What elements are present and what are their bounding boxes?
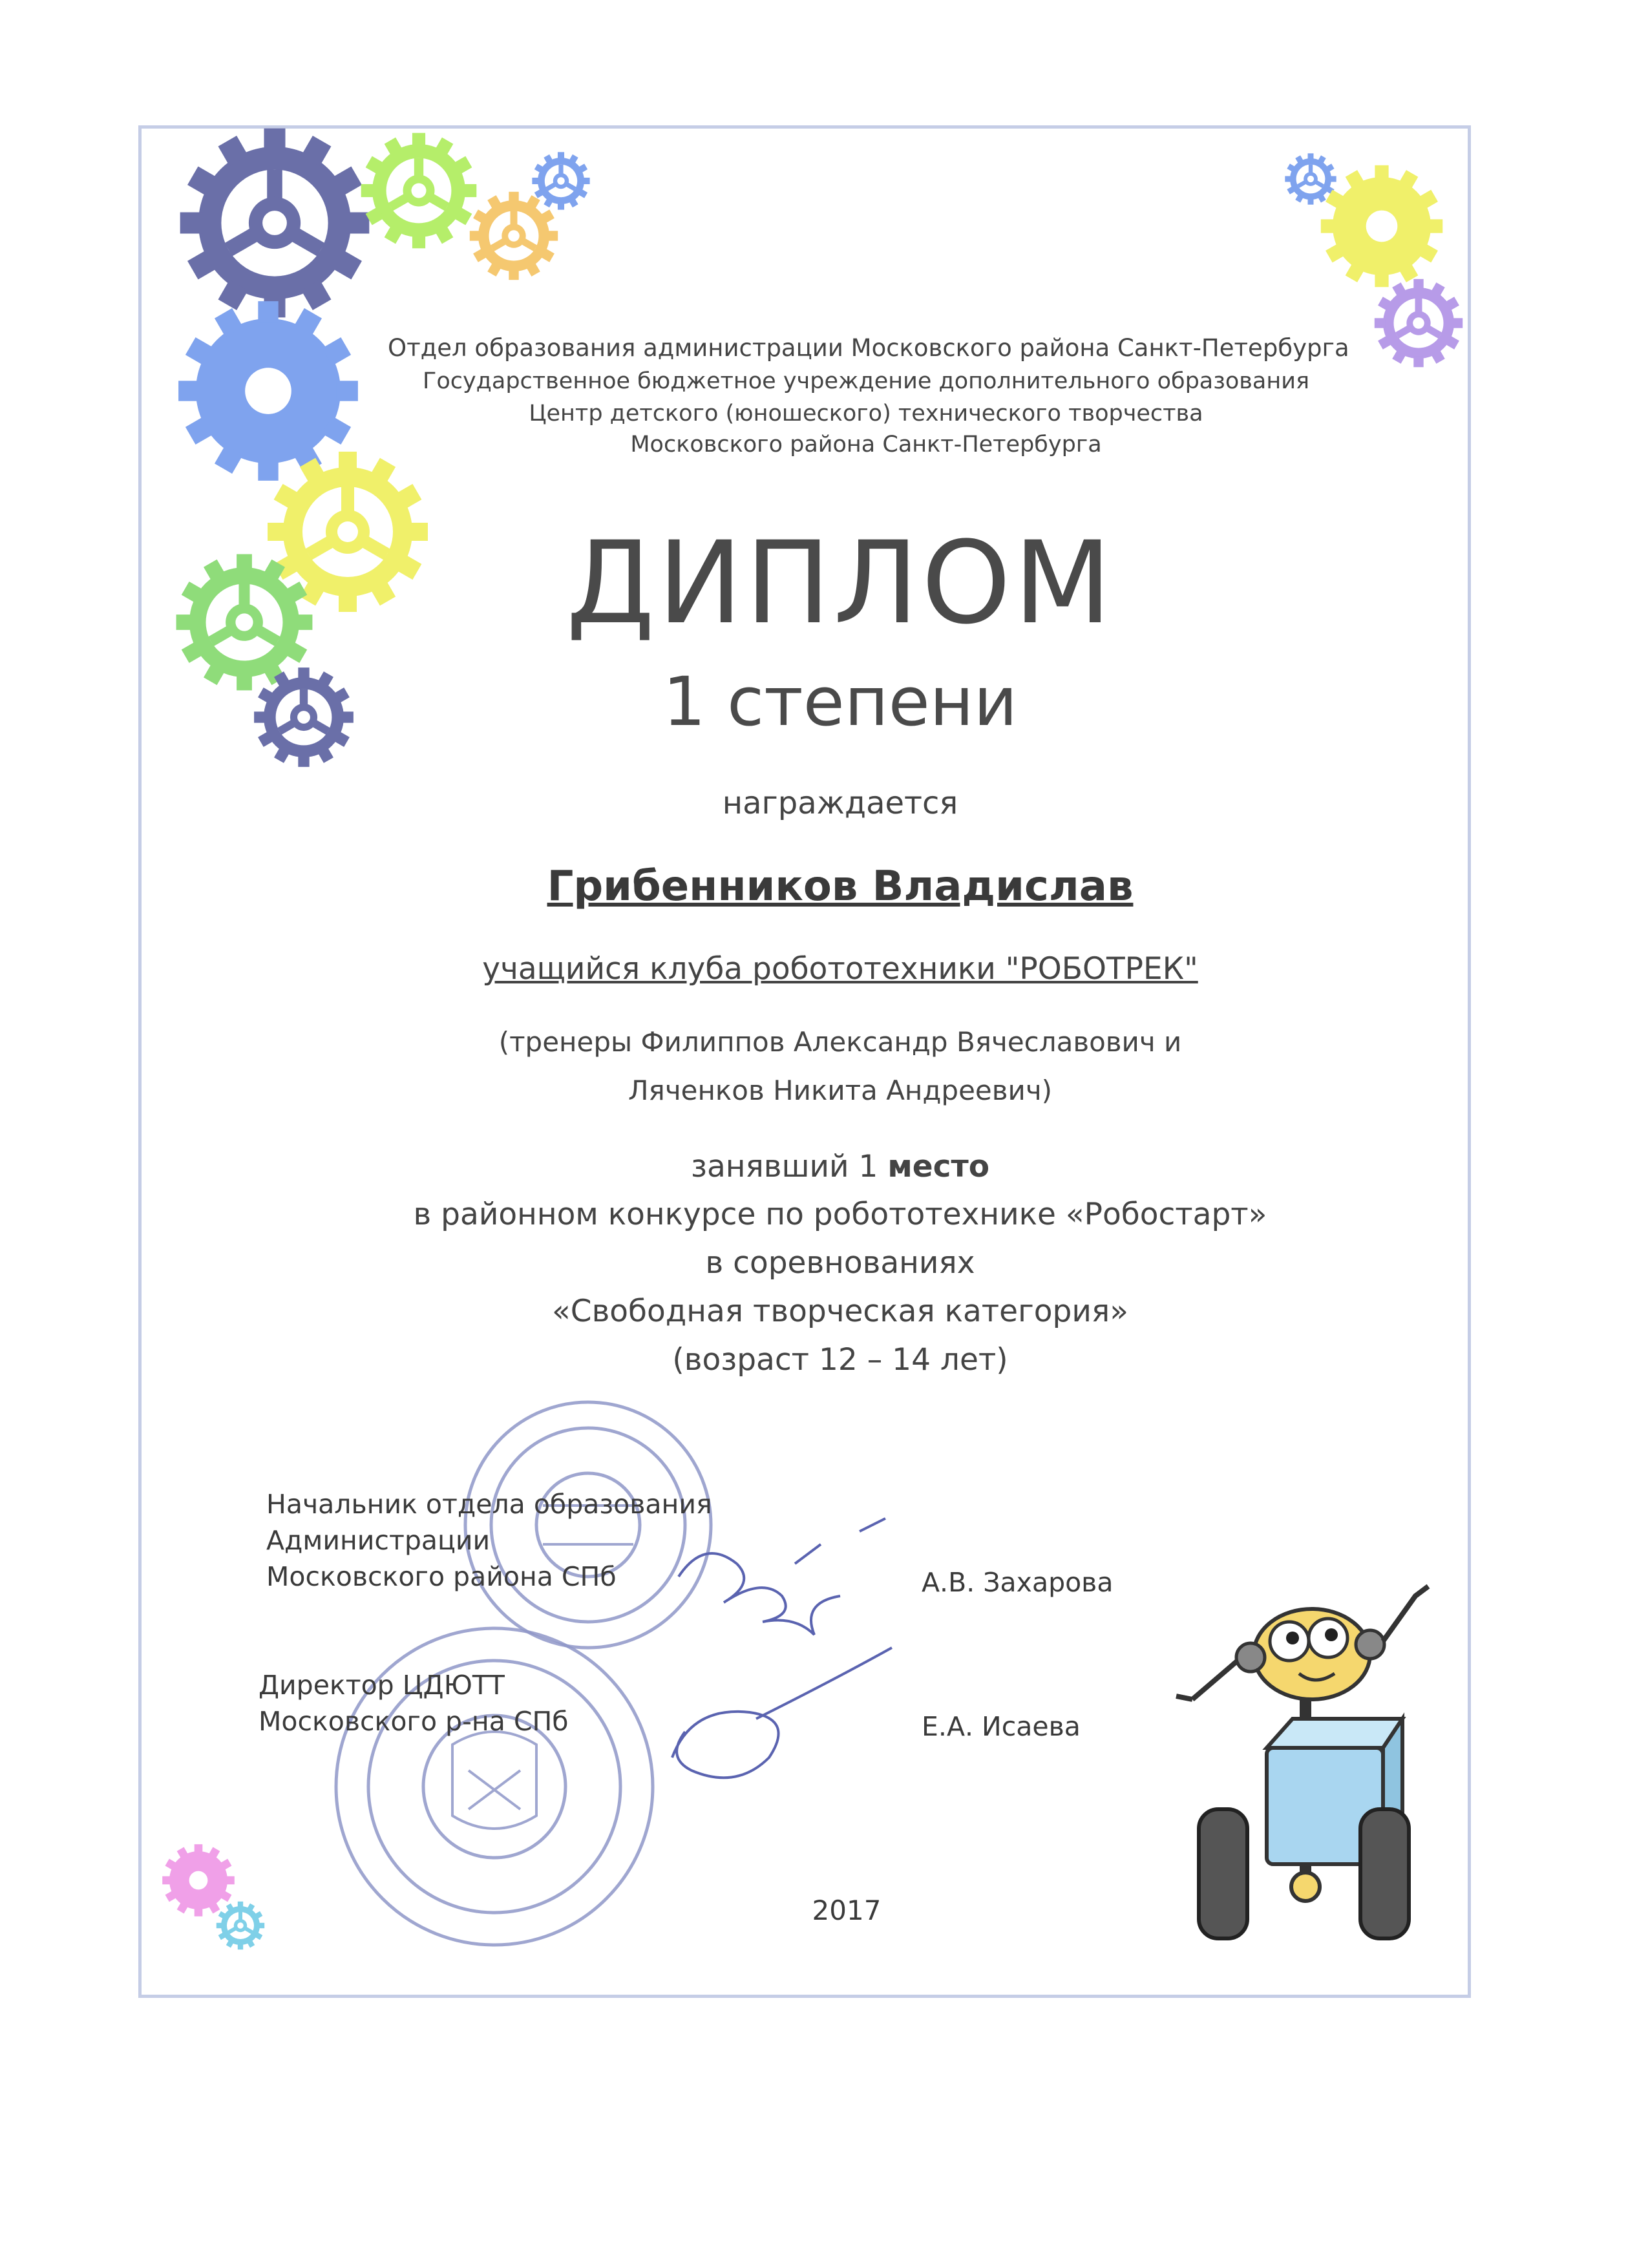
coaches-line-2: Ляченков Никита Андреевич) xyxy=(628,1075,1053,1106)
signatory-2-title xyxy=(259,1667,569,1739)
awarded-label: награждается xyxy=(722,785,958,821)
gear-icon xyxy=(1321,165,1442,287)
header-line-3: Центр детского (юношеского) технического творчества xyxy=(529,401,1203,426)
robot-mascot-icon xyxy=(1176,1586,1428,1938)
place-word: место xyxy=(887,1149,990,1184)
signatory-1-title xyxy=(266,1486,712,1595)
signatory-1-title-line-1: Начальник отдела образования xyxy=(266,1489,712,1520)
age-line: (возраст 12 – 14 лет) xyxy=(672,1342,1008,1378)
coaches-line-1: (тренеры Филиппов Александр Вячеславович и xyxy=(498,1026,1182,1058)
gear-icon xyxy=(162,1844,235,1916)
contest-line: в районном конкурсе по робототехнике «Робостарт» xyxy=(413,1197,1267,1232)
signatory-2-title-line-2: Московского р-на СПб xyxy=(259,1706,569,1737)
header-line-4: Московского района Санкт-Петербурга xyxy=(630,432,1102,457)
gear-icon xyxy=(178,301,358,481)
gear-icon xyxy=(470,192,558,280)
diploma-title: ДИПЛОМ xyxy=(565,517,1115,649)
gear-icon xyxy=(254,667,354,767)
competitions-line: в соревнованиях xyxy=(705,1245,975,1281)
signatory-2-title-line-1: Директор ЦДЮТТ xyxy=(259,1670,505,1701)
signatory-1-title-line-3: Московского района СПб xyxy=(266,1561,617,1592)
place-line xyxy=(323,1149,1357,1184)
signatory-1-title-line-2: Администрации xyxy=(266,1525,491,1556)
club-line: учащийся клуба робототехники "РОБОТРЕК" xyxy=(482,951,1198,987)
header-line-1: Отдел образования администрации Московского района Санкт-Петербурга xyxy=(388,334,1349,362)
header-line-2: Государственное бюджетное учреждение дополнительного образования xyxy=(422,368,1310,394)
signature-icon xyxy=(672,1648,892,1778)
gear-icon xyxy=(180,129,370,318)
signatory-1-name: А.В. Захарова xyxy=(922,1567,1114,1598)
signatory-2-name: Е.А. Исаева xyxy=(922,1711,1081,1742)
category-line: «Свободная творческая категория» xyxy=(552,1294,1128,1329)
issue-year: 2017 xyxy=(812,1895,882,1926)
place-prefix: занявший 1 xyxy=(690,1149,878,1184)
gear-icon xyxy=(361,133,477,249)
recipient-name: Грибенников Владислав xyxy=(547,863,1134,910)
gear-icon xyxy=(217,1902,264,1949)
gear-icon xyxy=(532,152,589,209)
gear-icon xyxy=(176,554,313,691)
gear-icon xyxy=(1375,279,1463,367)
diploma-degree: 1 степени xyxy=(662,662,1018,741)
